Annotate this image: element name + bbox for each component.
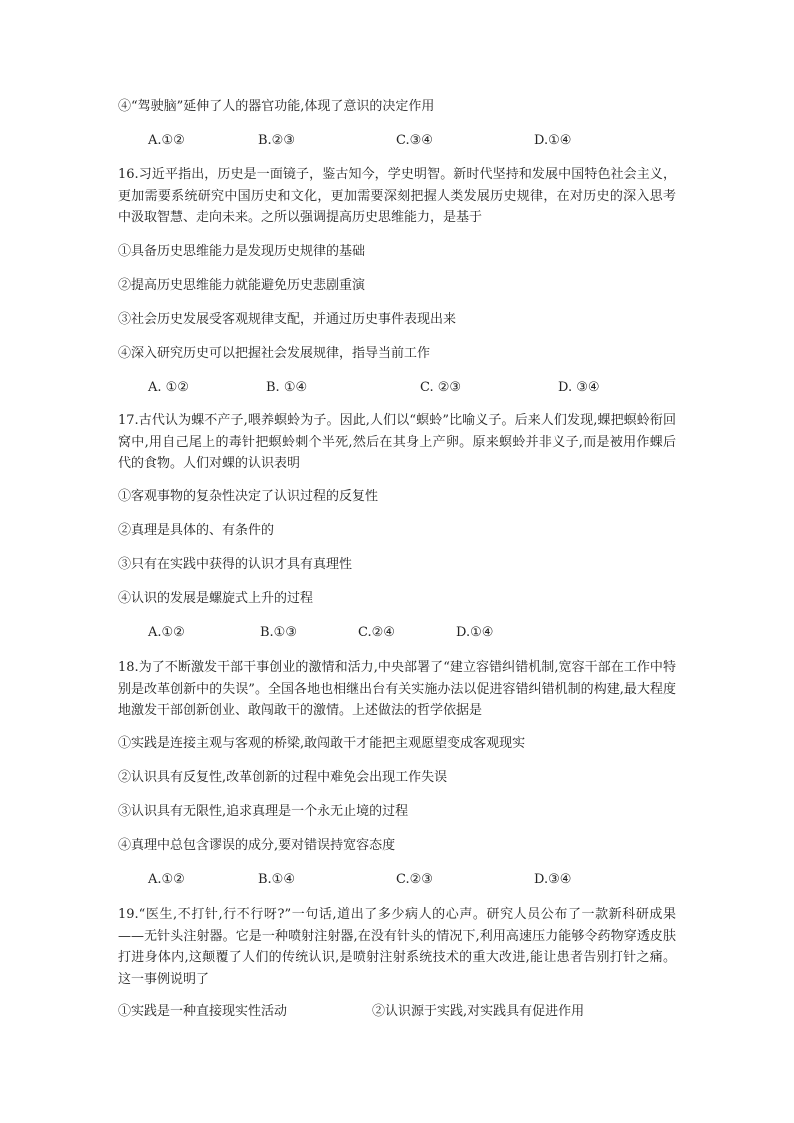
q15-option-b: B.②③ (258, 133, 295, 148)
q16-options (148, 378, 748, 398)
q17-option-b: B.①③ (260, 625, 297, 640)
q15-options (148, 131, 748, 151)
q16-stem: 16.习近平指出，历史是一面镜子，鉴古知今，学史明智。新时代坚持和发展中国特色社会主义，更加需要系统研究中国历史和文化，更加需要深刻把握人类发展历史规律，在对历史的深入思考中汲取智慧、走向未来。之所以强调提高历史思维能力，是基于 (118, 167, 676, 225)
q18-option-d: D.③④ (534, 872, 572, 887)
q17-option-d: D.①④ (456, 625, 494, 640)
q16-statement-1: ①具备历史思维能力是发现历史规律的基础 (118, 244, 366, 259)
q16-option-d: D. ③④ (558, 380, 600, 395)
q17-statement-2: ②真理是具体的、有条件的 (118, 523, 275, 538)
q18-option-c: C.②③ (396, 872, 433, 887)
q18-statement-2: ②认识具有反复性,改革创新的过程中难免会出现工作失误 (118, 770, 448, 785)
q16-statement-2: ②提高历史思维能力就能避免历史悲剧重演 (118, 278, 366, 293)
q15-option-d: D.①④ (534, 133, 572, 148)
q17-option-a: A.①② (148, 625, 185, 640)
q17-options (148, 623, 748, 643)
q18-options (148, 870, 748, 890)
q19-statement-2: ②认识源于实践,对实践具有促进作用 (372, 1004, 585, 1019)
q17-option-c: C.②④ (358, 625, 395, 640)
q15-option-c: C.③④ (396, 133, 433, 148)
q18-statement-4: ④真理中总包含谬误的成分,要对错误持宽容态度 (118, 838, 396, 853)
q16-statement-4: ④深入研究历史可以把握社会发展规律，指导当前工作 (118, 346, 431, 361)
q17-statement-4: ④认识的发展是螺旋式上升的过程 (118, 591, 314, 606)
q18-statement-1: ①实践是连接主观与客观的桥梁,敢闯敢干才能把主观愿望变成客观现实 (118, 736, 526, 751)
q15-statement-4: ④“驾驶脑”延伸了人的器官功能,体现了意识的决定作用 (118, 99, 435, 114)
q16-statement-3: ③社会历史发展受客观规律支配，并通过历史事件表现出来 (118, 312, 457, 327)
q16-option-b: B. ①④ (266, 380, 308, 395)
q15-option-a: A.①② (148, 133, 185, 148)
q18-option-a: A.①② (148, 872, 185, 887)
q17-statement-1: ①客观事物的复杂性决定了认识过程的反复性 (118, 489, 379, 504)
q18-option-b: B.①④ (258, 872, 295, 887)
q16-option-c: C. ②③ (420, 380, 462, 395)
q18-stem: 18.为了不断激发干部干事创业的激情和活力,中央部署了“建立容错纠错机制,宽容干部在工作中特别是改革创新中的失误”。全国各地也相继出台有关实施办法以促进容错纠错机制的构建,最大程度地激发干部创新创业、敢闯敢干的激情。上述做法的哲学依据是 (118, 660, 676, 718)
q16-option-a: A. ①② (148, 380, 189, 395)
q18-statement-3: ③认识具有无限性,追求真理是一个永无止境的过程 (118, 804, 409, 819)
q19-statement-1: ①实践是一种直接现实性活动 (118, 1004, 288, 1019)
q19-stem: 19.“医生,不打针,行不行呀?”一句话,道出了多少病人的心声。研究人员公布了一款新科研成果——无针头注射器。它是一种喷射注射器,在没有针头的情况下,利用高速压力能够令药物穿透皮肤打进身体内,这颠覆了人们的传统认识,是喷射注射系统技术的重大改进,能让患者告别打针之痛。这一事例说明了 (118, 907, 676, 987)
q19-statements-row (118, 1002, 718, 1022)
q17-statement-3: ③只有在实践中获得的认识才具有真理性 (118, 557, 353, 572)
q17-stem: 17.古代认为蜾不产子,喂养螟蛉为子。因此,人们以“螟蛉”比喻义子。后来人们发现,蜾把螟蛉衔回窝中,用自己尾上的毒针把螟蛉刺个半死,然后在其身上产卵。原来螟蛉并非义子,而是被用作蜾后代的食物。人们对蜾的认识表明 (118, 413, 676, 471)
